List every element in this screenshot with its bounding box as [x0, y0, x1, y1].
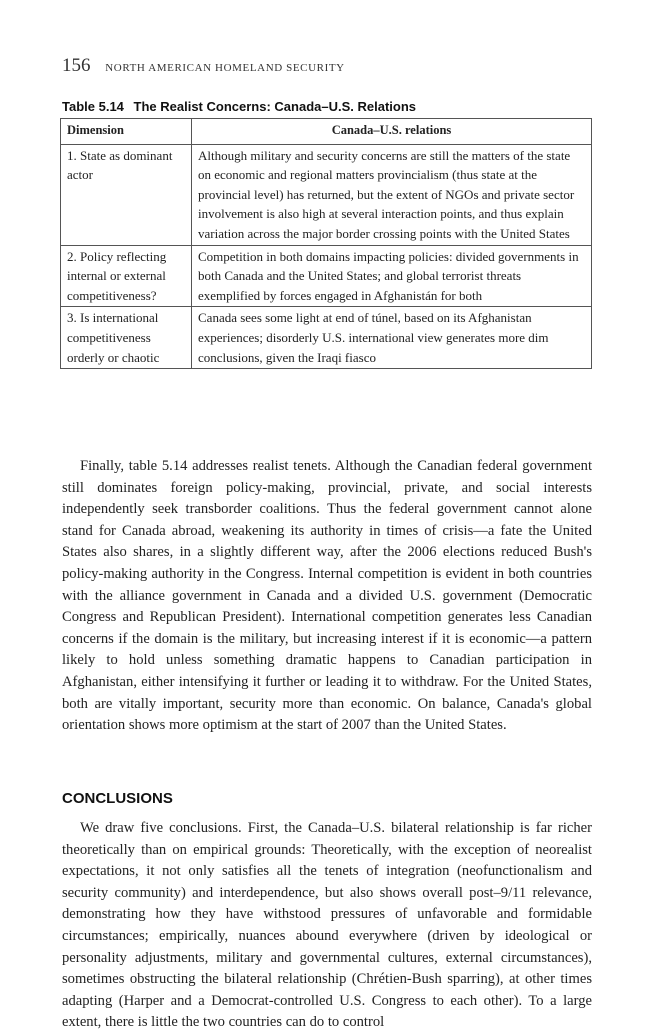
relations-cell: Canada sees some light at end of túnel, based on its Afghanistan experiences; disorderly U.S. international view generates more dim conclusions, given the Iraqi fiasco	[192, 307, 592, 369]
body-paragraph-realist	[62, 456, 592, 737]
dimension-cell: 3. Is international competitiveness orderly or chaotic	[61, 307, 192, 369]
dimension-cell: 2. Policy reflecting internal or external competitiveness?	[61, 245, 192, 307]
column-header-relations: Canada–U.S. relations	[192, 119, 592, 145]
table-title: The Realist Concerns: Canada–U.S. Relations	[133, 99, 416, 114]
realist-concerns-table	[60, 118, 592, 369]
paragraph-text: Finally, table 5.14 addresses realist tenets. Although the Canadian federal government still dominates foreign policy-making, provincial, private, and social interests independently seek transborder coalitions. Thus the federal government cannot alone stand for Canada abroad, weakening its authority in times of crisis—a fate the United States also shares, in a slightly different way, after the 2006 elections reduced Bush's policy-making authority in the Congress. Internal competition is evident in both countries with the alliance government in Canada and a divided U.S. government (Democratic Congress and Republican President). International competition generates less Canadian concerns if the domain is the military, but increasing interest if it is economic—a pattern likely to hold unless something dramatic happens to Canadian participation in Afghanistan, either intensifying it further or leading it to withdraw. For the United States, both are vitally important, security more than economic. On balance, Canada's global orientation shows more optimism at the start of 2007 than the United States.	[62, 458, 592, 734]
table-caption	[62, 99, 416, 114]
running-head	[62, 55, 345, 77]
body-paragraph-conclusions	[62, 818, 592, 1034]
page-number: 156	[62, 55, 91, 76]
running-title: NORTH AMERICAN HOMELAND SECURITY	[105, 62, 345, 74]
table-row	[61, 245, 592, 307]
table-label: Table 5.14	[62, 99, 124, 114]
table-header-row	[61, 119, 592, 145]
column-header-dimension: Dimension	[61, 119, 192, 145]
relations-cell: Although military and security concerns are still the matters of the state on economic and regional matters provincialism (thus state at the provincial level) has returned, but the extent of NGOs and private sector involvement is also high at several interaction points, and thus explain variation across the major border crossing points with the United States	[192, 144, 592, 245]
table-row	[61, 144, 592, 245]
dimension-cell: 1. State as dominant actor	[61, 144, 192, 245]
table-row	[61, 307, 592, 369]
paragraph-text: We draw five conclusions. First, the Canada–U.S. bilateral relationship is far richer theoretically than on empirical grounds: Theoretically, with the exception of neorealist expectations, it not only satisfies all the tenets of integration (neofunctionalism and security community) and interdependence, but also shows overall post–9/11 relevance, demonstrating how they have withstood pressures of unfavorable and formidable circumstances; empirically, nuances abound everywhere (driven by ideological or personality adjustments, military and governmental cultures, external circumstances), sometimes obstructing the bilateral relationship (Chrétien-Bush sparring), at other times adapting (Harper and a Democrat-controlled U.S. Congress to each other). To a large extent, there is little the two countries can do to control	[62, 820, 592, 1031]
relations-cell: Competition in both domains impacting policies: divided governments in both Canada and the United States; and global terrorist threats exemplified by forces engaged in Afghanistán for both	[192, 245, 592, 307]
section-heading-conclusions: CONCLUSIONS	[62, 790, 173, 807]
